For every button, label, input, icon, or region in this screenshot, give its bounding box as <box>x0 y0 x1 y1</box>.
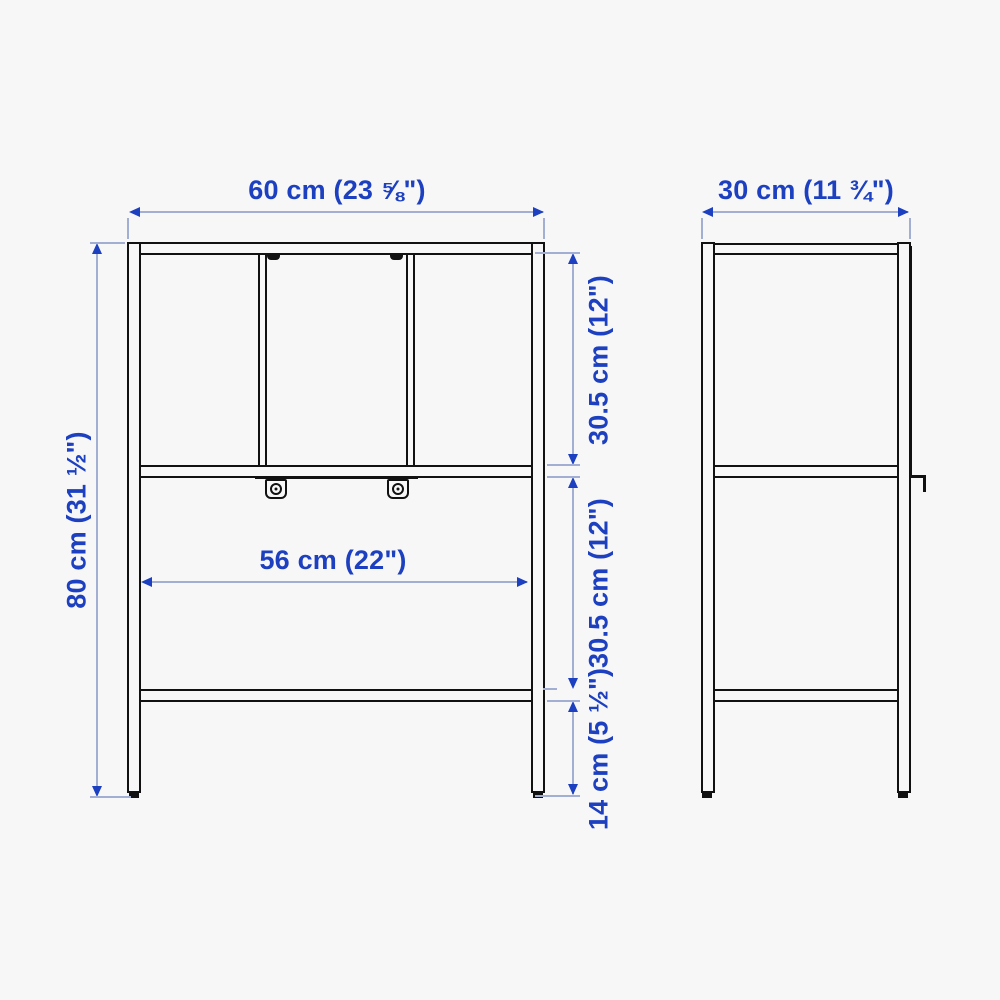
front-width-label: 60 cm (23 ⅝") <box>248 175 426 205</box>
extension-line-top <box>547 700 580 702</box>
shelf-clip-dot-icon <box>275 488 278 491</box>
side-rear-leg <box>897 242 911 793</box>
dimension-line <box>704 211 908 213</box>
side-front-foot <box>702 792 712 798</box>
side-rear-foot <box>898 792 908 798</box>
side-top-rail <box>701 243 911 255</box>
wall-anchor-hook-vertical <box>923 475 926 492</box>
front-bottom-shelf <box>139 689 533 702</box>
extension-line-bottom <box>543 688 557 690</box>
extension-line-right <box>909 218 911 239</box>
extension-line-top <box>90 242 125 244</box>
arrow-down-icon <box>568 678 578 689</box>
shelf-clip-left <box>265 479 287 499</box>
arrow-up-icon <box>568 253 578 264</box>
extension-line-right <box>543 218 545 239</box>
front-panel-left-edge <box>258 254 267 467</box>
front-top-rail <box>127 242 545 255</box>
extension-line-top <box>547 476 580 478</box>
dimension-line <box>572 479 574 687</box>
arrow-left-icon <box>702 207 713 217</box>
dimension-line <box>572 255 574 463</box>
extension-line-bottom <box>535 795 580 797</box>
front-panel-right-edge <box>406 254 415 467</box>
arrow-down-icon <box>568 784 578 795</box>
side-bottom-shelf <box>713 689 899 702</box>
dimension-line <box>96 245 98 795</box>
arrow-right-icon <box>898 207 909 217</box>
dimension-line <box>572 703 574 794</box>
arrow-left-icon <box>141 577 152 587</box>
shelf-clip-dot-icon <box>397 488 400 491</box>
front-height-label: 80 cm (31 ½") <box>61 431 92 609</box>
dimension-line <box>131 211 543 213</box>
upper-section-label: 30.5 cm (12") <box>583 275 614 445</box>
extension-line-left <box>701 218 703 239</box>
extension-line-top <box>535 252 580 254</box>
side-middle-shelf <box>713 465 899 478</box>
shelf-width-label: 56 cm (22") <box>259 545 407 575</box>
arrow-up-icon <box>92 243 102 254</box>
shelf-clip-right <box>387 479 409 499</box>
extension-line-left <box>127 218 129 239</box>
extension-line-bottom <box>90 796 131 798</box>
arrow-right-icon <box>517 577 528 587</box>
arrow-right-icon <box>533 207 544 217</box>
arrow-left-icon <box>129 207 140 217</box>
dimension-line <box>143 581 527 583</box>
front-left-leg <box>127 242 141 793</box>
middle-section-label: 30.5 cm (12") <box>583 498 614 668</box>
lower-section-label: 14 cm (5 ½") <box>583 667 614 831</box>
extension-line-bottom <box>547 464 580 466</box>
front-right-leg <box>531 242 545 793</box>
arrow-up-icon <box>568 701 578 712</box>
side-front-leg <box>701 242 715 793</box>
side-depth-label: 30 cm (11 ¾") <box>717 175 894 205</box>
arrow-up-icon <box>568 477 578 488</box>
